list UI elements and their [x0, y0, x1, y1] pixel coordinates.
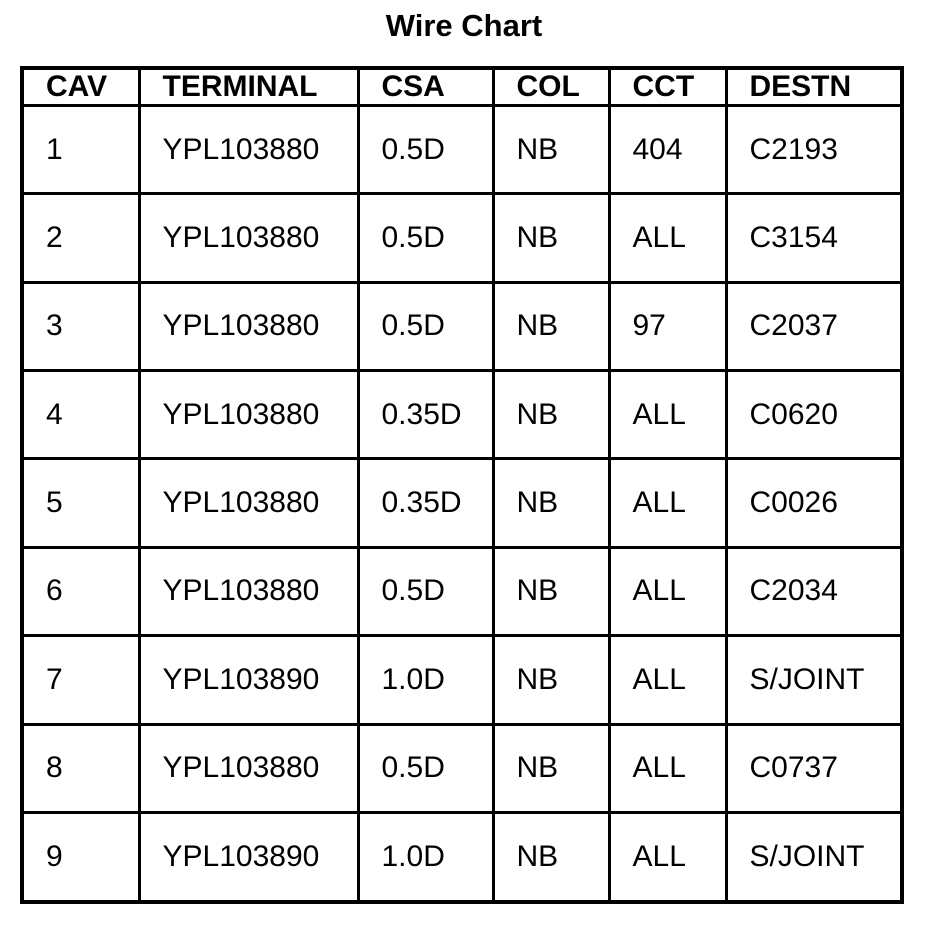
header-col: COL [493, 68, 609, 106]
header-destn: DESTN [726, 68, 902, 106]
cell-csa: 0.5D [358, 106, 493, 194]
cell-cct: ALL [609, 194, 726, 282]
cell-cct: ALL [609, 547, 726, 635]
cell-cav: 6 [22, 547, 139, 635]
table-header-row [22, 68, 902, 106]
table-row [22, 194, 902, 282]
cell-col: NB [493, 636, 609, 724]
cell-col: NB [493, 547, 609, 635]
cell-terminal: YPL103880 [139, 282, 358, 370]
cell-cct: ALL [609, 459, 726, 547]
table-row [22, 724, 902, 812]
cell-terminal: YPL103880 [139, 724, 358, 812]
cell-destn: C2193 [726, 106, 902, 194]
cell-terminal: YPL103880 [139, 459, 358, 547]
header-cct: CCT [609, 68, 726, 106]
cell-cav: 8 [22, 724, 139, 812]
cell-terminal: YPL103890 [139, 812, 358, 902]
cell-csa: 1.0D [358, 812, 493, 902]
cell-cav: 3 [22, 282, 139, 370]
cell-destn: C0026 [726, 459, 902, 547]
cell-cav: 1 [22, 106, 139, 194]
cell-csa: 0.5D [358, 547, 493, 635]
cell-terminal: YPL103880 [139, 106, 358, 194]
table-row [22, 547, 902, 635]
header-csa: CSA [358, 68, 493, 106]
wire-chart-table [20, 66, 904, 904]
cell-destn: C0620 [726, 371, 902, 459]
cell-csa: 0.5D [358, 194, 493, 282]
cell-col: NB [493, 194, 609, 282]
cell-cct: ALL [609, 724, 726, 812]
table-row [22, 459, 902, 547]
cell-col: NB [493, 724, 609, 812]
cell-destn: S/JOINT [726, 636, 902, 724]
cell-csa: 0.35D [358, 371, 493, 459]
cell-cct: ALL [609, 371, 726, 459]
cell-destn: C3154 [726, 194, 902, 282]
cell-terminal: YPL103880 [139, 547, 358, 635]
table-row [22, 636, 902, 724]
cell-cct: ALL [609, 812, 726, 902]
cell-cct: 97 [609, 282, 726, 370]
cell-csa: 1.0D [358, 636, 493, 724]
cell-destn: S/JOINT [726, 812, 902, 902]
cell-cav: 7 [22, 636, 139, 724]
cell-csa: 0.5D [358, 724, 493, 812]
cell-terminal: YPL103880 [139, 371, 358, 459]
page-title: Wire Chart [385, 8, 543, 43]
cell-cav: 2 [22, 194, 139, 282]
cell-csa: 0.35D [358, 459, 493, 547]
table-row [22, 282, 902, 370]
table-row [22, 812, 902, 902]
cell-cav: 4 [22, 371, 139, 459]
table-row [22, 371, 902, 459]
cell-cav: 5 [22, 459, 139, 547]
cell-csa: 0.5D [358, 282, 493, 370]
cell-col: NB [493, 371, 609, 459]
cell-destn: C2034 [726, 547, 902, 635]
header-terminal: TERMINAL [139, 68, 358, 106]
cell-col: NB [493, 282, 609, 370]
cell-col: NB [493, 459, 609, 547]
cell-destn: C0737 [726, 724, 902, 812]
cell-col: NB [493, 106, 609, 194]
cell-terminal: YPL103880 [139, 194, 358, 282]
table-row [22, 106, 902, 194]
cell-cav: 9 [22, 812, 139, 902]
cell-col: NB [493, 812, 609, 902]
cell-terminal: YPL103890 [139, 636, 358, 724]
cell-cct: ALL [609, 636, 726, 724]
cell-destn: C2037 [726, 282, 902, 370]
header-cav: CAV [22, 68, 139, 106]
cell-cct: 404 [609, 106, 726, 194]
